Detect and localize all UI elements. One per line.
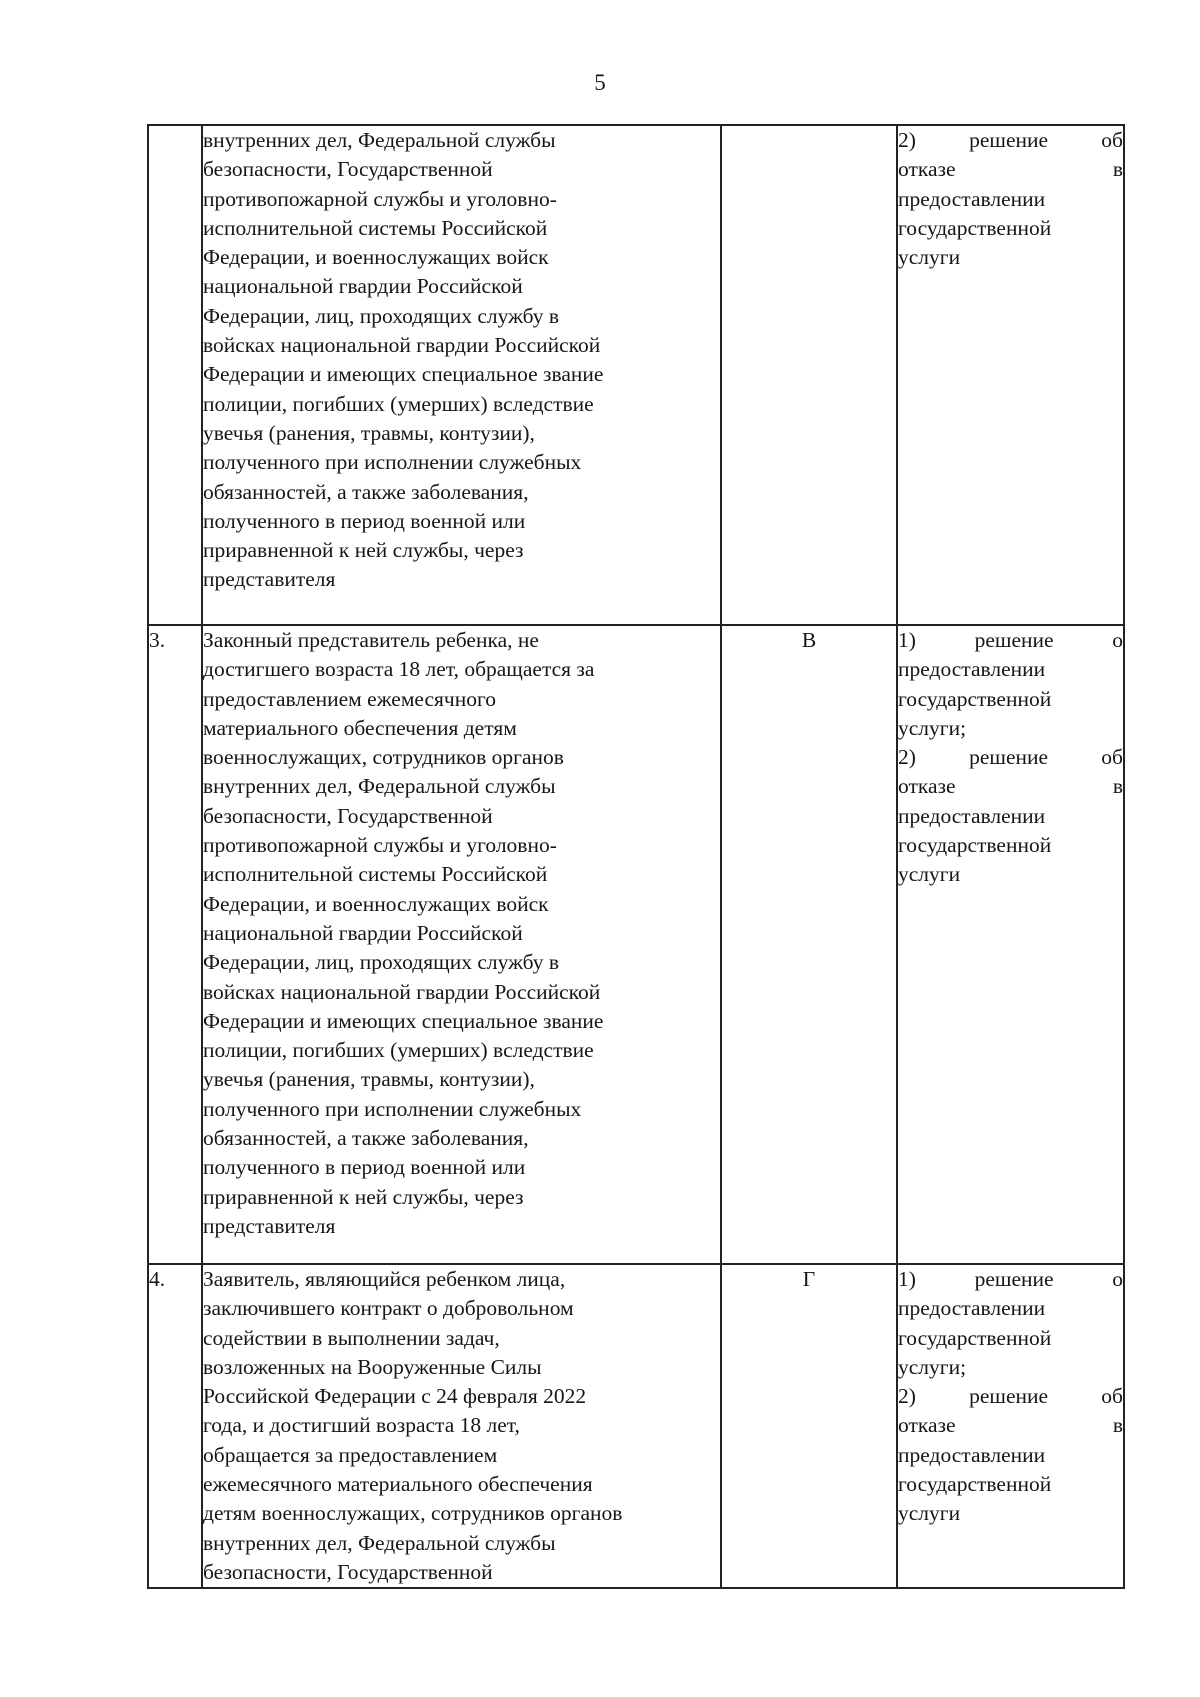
row-number-cell [148, 1264, 202, 1588]
description-line: обязанностей, а также заболевания, [203, 1126, 529, 1151]
result-cell [897, 125, 1124, 625]
description-line: Законный представитель ребенка, не [203, 628, 539, 652]
category-code: Г [802, 1267, 816, 1291]
description-line: Федерации, и военнослужащих войск [203, 245, 549, 270]
table-row [148, 1264, 1124, 1588]
description-line: заключившего контракт о добровольном [203, 1296, 574, 1321]
description-line: Заявитель, являющийся ребенком лица, [203, 1267, 566, 1291]
result-line: предоставлении [898, 186, 1046, 211]
description-line: материального обеспечения детям [203, 715, 517, 740]
services-table [147, 124, 1125, 1589]
description-line: предоставлением ежемесячного [203, 686, 497, 711]
result-line: 1) решение о [898, 628, 1123, 652]
description-line: войсках национальной гвардии Российской [203, 979, 601, 1004]
applicant-description-cell [202, 125, 721, 625]
description-line: внутренних дел, Федеральной службы [203, 128, 556, 152]
table-body [148, 125, 1124, 1588]
description-line: противопожарной службы и уголовно- [203, 186, 557, 211]
description-line: полученного в период военной или [203, 508, 526, 533]
row-number: 3. [149, 628, 166, 652]
category-cell [721, 1264, 897, 1588]
table-row [148, 625, 1124, 1264]
description-line: приравненной к ней службы, через [203, 538, 524, 563]
result-line: 2) решение об [898, 1384, 1123, 1409]
description-line: обязанностей, а также заболевания, [203, 479, 529, 504]
description-line: противопожарной службы и уголовно- [203, 833, 557, 858]
result-cell [897, 1264, 1124, 1588]
description-line: ежемесячного материального обеспечения [203, 1472, 593, 1497]
description-line: внутренних дел, Федеральной службы [203, 1530, 556, 1555]
page-number: 5 [594, 70, 606, 95]
description-line: национальной гвардии Российской [203, 920, 523, 945]
description-line: полиции, погибших (умерших) вследствие [203, 391, 594, 416]
description-line: военнослужащих, сотрудников органов [203, 745, 564, 770]
description-line: полученного в период военной или [203, 1155, 526, 1180]
result-line: услуги; [898, 715, 967, 740]
result-line: отказе в [898, 774, 1123, 799]
result-line: 2) решение об [898, 745, 1123, 770]
description-line: исполнительной системы Российской [203, 215, 548, 240]
result-line: услуги [898, 862, 961, 887]
applicant-description-cell [202, 625, 721, 1264]
result-line: услуги [898, 1501, 961, 1526]
result-line: государственной [898, 833, 1052, 858]
category-cell [721, 625, 897, 1264]
result-line: предоставлении [898, 1442, 1046, 1467]
description-line: Федерации и имеющих специальное звание [203, 362, 604, 387]
description-line: Российской Федерации с 24 февраля 2022 [203, 1384, 587, 1409]
result-line: предоставлении [898, 1296, 1046, 1321]
description-line: исполнительной системы Российской [203, 862, 548, 887]
row-number-cell [148, 125, 202, 625]
result-line: 1) решение о [898, 1267, 1123, 1291]
description-line: года, и достигший возраста 18 лет, [203, 1413, 520, 1438]
result-line: государственной [898, 215, 1052, 240]
result-line: услуги; [898, 1354, 967, 1379]
result-line: государственной [898, 1472, 1052, 1497]
description-line: увечья (ранения, травмы, контузии), [203, 420, 535, 445]
description-line: безопасности, Государственной [203, 157, 493, 182]
description-line: представителя [203, 567, 336, 592]
result-line: отказе в [898, 157, 1123, 182]
description-line: представителя [203, 1213, 336, 1238]
description-line: Федерации, и военнослужащих войск [203, 891, 549, 916]
description-line: увечья (ранения, травмы, контузии), [203, 1067, 535, 1092]
result-line: государственной [898, 686, 1052, 711]
result-line: предоставлении [898, 803, 1046, 828]
description-line: войсках национальной гвардии Российской [203, 333, 601, 358]
result-line: 2) решение об [898, 128, 1123, 152]
description-line: Федерации, лиц, проходящих службу в [203, 303, 560, 328]
row-number: 4. [149, 1267, 166, 1291]
applicant-description-cell [202, 1264, 721, 1588]
table-row [148, 125, 1124, 625]
description-line: полученного при исполнении служебных [203, 1096, 582, 1121]
result-line: предоставлении [898, 657, 1046, 682]
result-line: государственной [898, 1325, 1052, 1350]
result-cell [897, 625, 1124, 1264]
description-line: содействии в выполнении задач, [203, 1325, 500, 1350]
category-code: В [801, 628, 817, 652]
description-line: внутренних дел, Федеральной службы [203, 774, 556, 799]
description-line: Федерации, лиц, проходящих службу в [203, 950, 560, 975]
category-cell [721, 125, 897, 625]
description-line: безопасности, Государственной [203, 803, 493, 828]
result-line: отказе в [898, 1413, 1123, 1438]
description-line: национальной гвардии Российской [203, 274, 523, 299]
description-line: полученного при исполнении служебных [203, 450, 582, 475]
description-line: полиции, погибших (умерших) вследствие [203, 1038, 594, 1063]
row-number-cell [148, 625, 202, 1264]
description-line: возложенных на Вооруженные Силы [203, 1354, 542, 1379]
description-line: детям военнослужащих, сотрудников органов [203, 1501, 623, 1526]
description-line: приравненной к ней службы, через [203, 1184, 524, 1209]
description-line: обращается за предоставлением [203, 1442, 498, 1467]
description-line: достигшего возраста 18 лет, обращается за [203, 657, 595, 682]
result-line: услуги [898, 245, 961, 270]
description-line: безопасности, Государственной [203, 1559, 493, 1584]
description-line: Федерации и имеющих специальное звание [203, 1008, 604, 1033]
